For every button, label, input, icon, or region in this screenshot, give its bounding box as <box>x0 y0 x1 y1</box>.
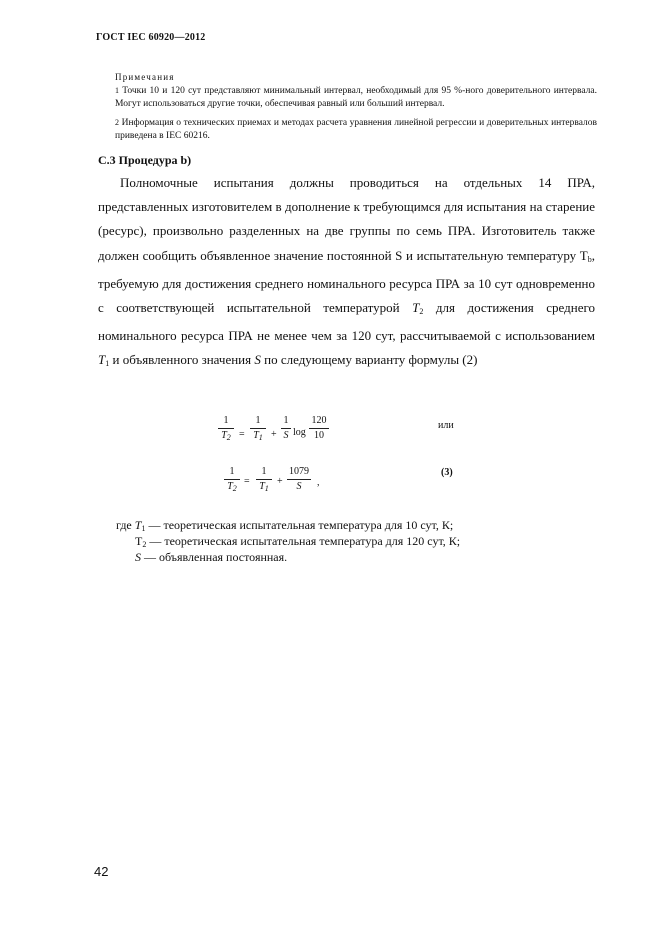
log-function: log <box>293 427 306 438</box>
document-header: ГОСТ IEC 60920—2012 <box>96 32 206 43</box>
legend-line-t2 <box>116 535 460 551</box>
paragraph-text-4: и объявленного значения <box>109 352 255 368</box>
paragraph-text-3: для достижения среднего номинального ресурса ПРА не менее чем за 120 сут, рассчитываемой с использованием <box>98 300 595 344</box>
note-number: 1 <box>115 86 119 95</box>
fraction-1-over-t2 <box>224 466 240 495</box>
t-symbol: T <box>227 481 233 492</box>
denominator: 10 <box>314 430 324 441</box>
fraction-bar <box>309 428 329 429</box>
t-symbol: T <box>259 481 265 492</box>
page-number: 42 <box>94 864 109 879</box>
t1-subscript: 1 <box>141 524 146 533</box>
equals-sign: = <box>239 429 245 440</box>
or-conjunction: или <box>438 420 454 431</box>
t2-subscript: 2 <box>419 307 424 317</box>
t1-description: — теоретическая испытательная температура для 10 сут, К; <box>145 518 454 532</box>
t2-variable: T <box>135 534 143 548</box>
subscript: 1 <box>258 433 263 442</box>
paragraph-text-2: , требуемую для достижения среднего номинального ресурса ПРА за 10 сут одновременно с соответствующей испытательной температурой <box>98 247 595 316</box>
note-item <box>115 117 597 142</box>
subscript: 2 <box>226 433 231 442</box>
fraction-bar <box>250 428 266 429</box>
denominator: S <box>296 481 302 492</box>
denominator <box>256 481 272 495</box>
fraction-1-over-t1 <box>256 466 272 495</box>
numerator: 1 <box>229 466 235 477</box>
denominator <box>250 430 266 444</box>
subscript: 2 <box>232 484 237 493</box>
numerator: 1 <box>261 466 267 477</box>
fraction-bar <box>287 479 311 480</box>
plus-sign: + <box>271 429 277 440</box>
body-paragraph <box>98 171 595 377</box>
note-item <box>115 85 597 110</box>
equals-sign: = <box>244 476 250 487</box>
notes-title: Примечания <box>115 72 175 82</box>
t1-variable: T <box>134 518 142 532</box>
numerator: 120 <box>311 415 327 426</box>
fraction-bar <box>256 479 272 480</box>
subscript: 1 <box>264 484 269 493</box>
fraction-bar <box>218 428 234 429</box>
paragraph-text-1: Полномочные испытания должны проводиться на отдельных 14 ПРА, представленных изготовителем в дополнение к требующимся для испытания на старение (ресурс), произвольно разделенных на две группы по семь ПРА. Изготовитель также должен сообщить объявленное значение постоянной S и испытательную температуру T <box>98 175 595 263</box>
denominator: S <box>283 430 289 441</box>
note-number: 2 <box>115 118 119 127</box>
s-variable: S <box>254 352 261 368</box>
note-text: Информация о технических приемах и методах расчета уравнения линейной регрессии и доверительных интервалов приведена в IEC 60216. <box>115 118 598 141</box>
t-symbol: T <box>253 430 259 441</box>
t1-subscript: 1 <box>105 359 110 369</box>
fraction-1079-over-s <box>287 466 311 493</box>
fraction-bar <box>281 428 291 429</box>
fraction-1-over-t1 <box>250 415 266 444</box>
note-text: Точки 10 и 120 сут представляют минимальный интервал, необходимый для 95 %-ного доверительного интервала. Могут использоваться другие точки, обеспечивая равный или больший интервал. <box>115 86 597 109</box>
fraction-bar <box>224 479 240 480</box>
tb-subscript: b <box>587 254 592 264</box>
numerator: 1 <box>223 415 229 426</box>
t2-subscript: 2 <box>142 540 147 549</box>
t2-description: — теоретическая испытательная температура для 120 сут, К; <box>146 534 461 548</box>
denominator <box>218 430 234 444</box>
paragraph-text-5: по следующему варианту формулы (2) <box>260 352 478 368</box>
fraction-120-over-10 <box>309 415 329 442</box>
s-description: — объявленная постоянная. <box>141 550 288 564</box>
legend-block <box>116 519 460 564</box>
t2-variable: T <box>412 300 420 316</box>
fraction-1-over-t2 <box>218 415 234 444</box>
numerator: 1 <box>283 415 289 426</box>
legend-line-s <box>116 551 460 564</box>
s-variable: S <box>135 550 141 564</box>
plus-sign: + <box>277 476 283 487</box>
comma: , <box>317 477 320 488</box>
legend-line-t1 <box>116 519 460 535</box>
numerator: 1079 <box>289 466 309 477</box>
denominator <box>224 481 240 495</box>
legend-lead: где <box>116 518 135 532</box>
fraction-1-over-s <box>281 415 291 442</box>
t-symbol: T <box>221 430 227 441</box>
equation-number: (3) <box>441 467 453 478</box>
t1-variable: T <box>98 352 106 368</box>
section-heading: С.3 Процедура b) <box>98 153 192 167</box>
numerator: 1 <box>255 415 261 426</box>
